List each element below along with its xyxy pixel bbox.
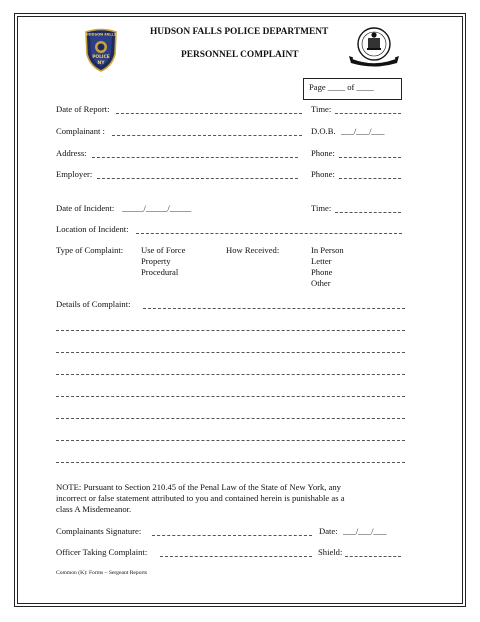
received-letter[interactable]: Letter — [311, 256, 332, 266]
complaint-type-use-of-force[interactable]: Use of Force — [141, 245, 186, 255]
form-title: PERSONNEL COMPLAINT — [181, 50, 299, 60]
complaint-type-procedural[interactable]: Procedural — [141, 267, 179, 277]
police-patch-logo — [84, 28, 118, 72]
date-of-report-label: Date of Report: — [56, 104, 110, 114]
details-line[interactable] — [56, 440, 405, 441]
shield-label: Shield: — [318, 547, 343, 557]
details-of-complaint-label: Details of Complaint: — [56, 299, 131, 309]
state-seal-logo — [345, 26, 403, 68]
complainants-signature-label: Complainants Signature: — [56, 526, 142, 536]
received-phone[interactable]: Phone — [311, 267, 333, 277]
page-number-label: Page ____ of ____ — [309, 82, 374, 92]
details-line[interactable] — [56, 396, 405, 397]
dob-field[interactable]: ___/___/___ — [341, 126, 385, 136]
time-field-1[interactable] — [335, 113, 401, 114]
date-of-incident-field[interactable]: _____/_____/_____ — [122, 203, 192, 213]
svg-text:POLICE: POLICE — [92, 55, 110, 60]
phone-field-2[interactable] — [339, 178, 401, 179]
phone-label-1: Phone: — [311, 148, 335, 158]
signature-date-label: Date: — [319, 526, 338, 536]
location-of-incident-label: Location of Incident: — [56, 224, 129, 234]
type-of-complaint-label: Type of Complaint: — [56, 245, 124, 255]
complainants-signature-field[interactable] — [152, 535, 312, 536]
how-received-label: How Received: — [226, 245, 280, 255]
signature-date-field[interactable]: ___/___/___ — [343, 526, 387, 536]
complaint-type-property[interactable]: Property — [141, 256, 171, 266]
note-line-1: NOTE: Pursuant to Section 210.45 of the Penal Law of the State of New York, any — [56, 482, 341, 492]
received-other[interactable]: Other — [311, 278, 331, 288]
svg-text:HUDSON FALLS: HUDSON FALLS — [85, 32, 117, 37]
note-line-3: class A Misdemeanor. — [56, 504, 132, 514]
officer-taking-complaint-field[interactable] — [160, 556, 312, 557]
details-line[interactable] — [56, 462, 405, 463]
address-field[interactable] — [92, 157, 298, 158]
employer-label: Employer: — [56, 169, 93, 179]
department-title: HUDSON FALLS POLICE DEPARTMENT — [150, 27, 329, 37]
details-line[interactable] — [56, 374, 405, 375]
address-label: Address: — [56, 148, 87, 158]
time-label-1: Time: — [311, 104, 332, 114]
date-of-report-field[interactable] — [116, 113, 302, 114]
note-line-2: incorrect or false statement attributed to you and contained herein is punishable as a — [56, 493, 345, 503]
dob-label: D.O.B. — [311, 126, 336, 136]
details-line[interactable] — [56, 352, 405, 353]
time-label-2: Time: — [311, 203, 332, 213]
received-in-person[interactable]: In Person — [311, 245, 344, 255]
complainant-field[interactable] — [112, 135, 302, 136]
time-field-2[interactable] — [335, 212, 401, 213]
employer-field[interactable] — [97, 178, 298, 179]
phone-label-2: Phone: — [311, 169, 335, 179]
date-of-incident-label: Date of Incident: — [56, 203, 115, 213]
shield-field[interactable] — [345, 556, 401, 557]
svg-text:NY: NY — [97, 61, 105, 66]
details-line[interactable] — [56, 330, 405, 331]
details-line[interactable] — [56, 418, 405, 419]
phone-field-1[interactable] — [339, 157, 401, 158]
details-line[interactable] — [143, 308, 405, 309]
officer-taking-complaint-label: Officer Taking Complaint: — [56, 547, 148, 557]
location-of-incident-field[interactable] — [136, 233, 402, 234]
footer-text: Common (K): Forms – Sergeant Reports — [56, 570, 148, 576]
complainant-label: Complainant : — [56, 126, 105, 136]
